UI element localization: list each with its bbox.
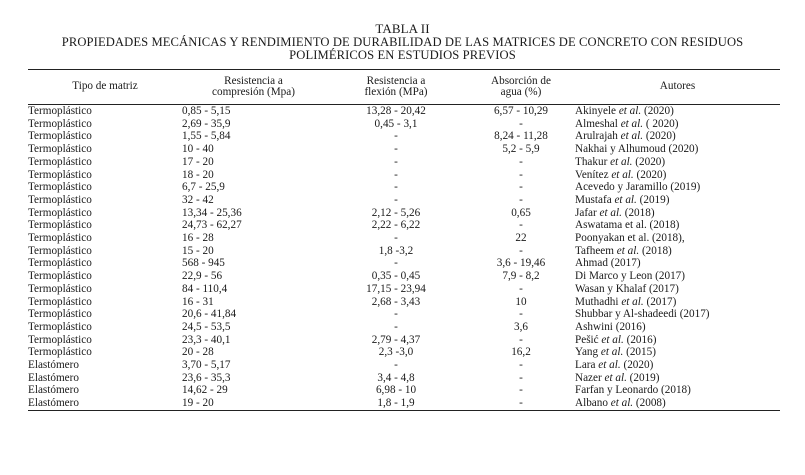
cell-absorcion: 10 xyxy=(515,295,527,308)
autor-name: Pešić xyxy=(575,333,599,346)
table-row xyxy=(28,346,780,359)
table-row xyxy=(28,219,780,232)
table-row xyxy=(28,232,780,245)
header-resistencia-flexion: Resistencia a flexión (MPa) xyxy=(325,70,467,105)
table-row xyxy=(28,384,780,397)
cell-compresion: 24,73 - 62,27 xyxy=(182,219,242,232)
autor-name: Ashwini (2016) xyxy=(575,320,646,333)
cell-absorcion: - xyxy=(519,244,523,257)
table-row xyxy=(28,181,780,194)
cell-autor xyxy=(575,270,780,283)
table-row xyxy=(28,270,780,283)
cell-absorcion: 3,6 - 19,46 xyxy=(496,257,546,270)
autor-name: Jafar xyxy=(575,206,597,219)
cell-tipo: Elastómero xyxy=(28,371,79,384)
cell-tipo: Elastómero xyxy=(28,359,79,372)
cell-absorcion: - xyxy=(519,155,523,168)
cell-flexion: 1,8 - 1,9 xyxy=(325,397,467,410)
header-tipo: Tipo de matriz xyxy=(28,70,182,105)
table-title-line-2: POLIMÉRICOS EN ESTUDIOS PREVIOS xyxy=(289,48,516,62)
autor-year: (2020) xyxy=(643,130,676,143)
cell-autor xyxy=(575,334,780,347)
cell-absorcion: 7,9 - 8,2 xyxy=(502,270,540,283)
cell-tipo: Termoplástico xyxy=(28,130,92,143)
cell-tipo: Elastómero xyxy=(28,384,79,397)
autor-name: Albano xyxy=(575,397,608,410)
cell-compresion: 23,3 - 40,1 xyxy=(182,333,231,346)
autor-name: Lara xyxy=(575,359,596,372)
table-row xyxy=(28,372,780,385)
cell-tipo: Termoplástico xyxy=(28,105,92,117)
autor-etal: et al. xyxy=(617,117,644,130)
cell-compresion: 20,6 - 41,84 xyxy=(182,308,237,321)
table-row xyxy=(28,308,780,321)
autor-name: Akinyele xyxy=(575,105,617,117)
cell-autor xyxy=(575,181,780,194)
cell-absorcion: - xyxy=(519,117,523,130)
cell-absorcion: - xyxy=(519,333,523,346)
cell-autor xyxy=(575,397,780,410)
cell-compresion: 24,5 - 53,5 xyxy=(182,320,231,333)
cell-flexion: 1,8 -3,2 xyxy=(378,244,414,257)
autor-etal: et al. xyxy=(601,371,627,384)
cell-absorcion: 5,2 - 5,9 xyxy=(502,143,540,156)
cell-tipo: Termoplástico xyxy=(28,193,92,206)
cell-tipo: Termoplástico xyxy=(28,219,92,232)
cell-autor xyxy=(575,194,780,207)
cell-flexion: 2,12 - 5,26 xyxy=(371,206,421,219)
table-row xyxy=(28,296,780,309)
autor-name: Nazer xyxy=(575,371,602,384)
table-caption xyxy=(0,22,805,63)
autor-year: (2019) xyxy=(636,193,670,206)
cell-autor xyxy=(575,169,780,182)
cell-compresion: 23,6 - 35,3 xyxy=(182,371,231,384)
autor-name: Wasan y Khalaf (2017) xyxy=(575,282,679,295)
autor-year: (2020) xyxy=(633,168,667,181)
cell-tipo: Elastómero xyxy=(28,397,182,410)
cell-flexion: 2,79 - 4,37 xyxy=(371,333,421,346)
cell-compresion: 3,70 - 5,17 xyxy=(182,359,231,372)
autor-name: Nakhai y Alhumoud (2020) xyxy=(575,143,699,156)
cell-tipo: Termoplástico xyxy=(28,244,92,257)
autor-etal: et al. xyxy=(608,168,634,181)
cell-compresion: 32 - 42 xyxy=(182,193,214,206)
cell-tipo: Termoplástico xyxy=(28,270,92,283)
autor-year: (2018) xyxy=(621,206,655,219)
cell-compresion: 84 - 110,4 xyxy=(182,282,228,295)
cell-autor xyxy=(575,232,780,245)
cell-flexion: 13,28 - 20,42 xyxy=(366,105,426,117)
header-resistencia-compresion: Resistencia a compresión (Mpa) xyxy=(182,70,325,105)
cell-flexion: - xyxy=(394,359,398,372)
autor-name: Acevedo y Jaramillo (2019) xyxy=(575,181,701,194)
cell-autor xyxy=(575,156,780,169)
cell-compresion: 10 - 40 xyxy=(182,143,214,156)
autor-name: Poonyakan et al. (2018), xyxy=(575,232,685,245)
cell-compresion: 18 - 20 xyxy=(182,168,214,181)
cell-autor xyxy=(575,143,780,156)
autor-etal: et al. xyxy=(598,333,624,346)
table-row xyxy=(28,169,780,182)
autor-name: Tafheem xyxy=(575,244,614,257)
properties-table xyxy=(28,69,780,411)
autor-etal: et al. xyxy=(613,244,640,257)
cell-compresion: 22,9 - 56 xyxy=(182,270,223,283)
cell-tipo: Termoplástico xyxy=(28,333,92,346)
autor-etal: et al. xyxy=(607,397,634,410)
table-body xyxy=(28,105,780,411)
cell-compresion: 6,7 - 25,9 xyxy=(182,181,225,194)
autor-year: (2018) xyxy=(639,244,672,257)
cell-absorcion: - xyxy=(519,371,523,384)
cell-tipo: Termoplástico xyxy=(28,168,92,181)
table-row xyxy=(28,334,780,347)
cell-autor xyxy=(575,118,780,131)
autor-name: Ahmad (2017) xyxy=(575,257,641,270)
cell-tipo: Termoplástico xyxy=(28,295,92,308)
cell-tipo: Termoplástico xyxy=(28,143,92,156)
table-row xyxy=(28,156,780,169)
cell-compresion: 17 - 20 xyxy=(182,155,214,168)
autor-etal: et al. xyxy=(617,130,644,143)
cell-autor xyxy=(575,245,780,258)
cell-flexion: - xyxy=(394,308,398,321)
table-row xyxy=(28,397,780,410)
cell-absorcion: - xyxy=(519,168,523,181)
autor-year: (2008) xyxy=(633,397,666,410)
cell-flexion: - xyxy=(394,168,398,181)
cell-autor xyxy=(575,130,780,143)
autor-name: Farfan y Leonardo (2018) xyxy=(575,384,691,397)
cell-flexion: 0,45 - 3,1 xyxy=(374,117,418,130)
cell-compresion: 0,85 - 5,15 xyxy=(182,105,231,117)
cell-autor xyxy=(575,346,780,359)
autor-etal: et al. xyxy=(611,193,637,206)
cell-absorcion: 8,24 - 11,28 xyxy=(494,130,548,143)
cell-autor xyxy=(575,296,780,309)
autor-name: Di Marco y Leon (2017) xyxy=(575,270,685,283)
autor-year: (2019) xyxy=(626,371,660,384)
cell-flexion: 0,35 - 0,45 xyxy=(371,270,421,283)
autor-year: (2020) xyxy=(632,155,666,168)
cell-compresion: 19 - 20 xyxy=(182,397,325,410)
table-row xyxy=(28,257,780,270)
autor-year: (2020) xyxy=(620,359,654,372)
cell-autor xyxy=(575,105,780,118)
cell-absorcion: 6,57 - 10,29 xyxy=(493,105,549,117)
cell-flexion: - xyxy=(394,143,398,156)
cell-tipo: Termoplástico xyxy=(28,206,92,219)
autor-name: Thakur xyxy=(575,155,608,168)
table-row xyxy=(28,143,780,156)
table-header-row xyxy=(28,70,780,105)
cell-absorcion: - xyxy=(519,219,523,232)
autor-etal: et al. xyxy=(607,155,633,168)
cell-flexion: 2,22 - 6,22 xyxy=(371,219,421,232)
cell-absorcion: 16,2 xyxy=(511,346,531,359)
cell-flexion: - xyxy=(394,193,398,206)
table-title-line-1: PROPIEDADES MECÁNICAS Y RENDIMIENTO DE DURABILIDAD DE LAS MATRICES DE CONCRETO CON RESIDUOS xyxy=(61,34,744,49)
cell-tipo: Termoplástico xyxy=(28,117,92,130)
table-row xyxy=(28,321,780,334)
cell-absorcion: - xyxy=(519,359,523,372)
autor-etal: et al. xyxy=(596,206,622,219)
autor-name: Yang xyxy=(575,346,599,359)
cell-autor xyxy=(575,372,780,385)
autor-year: (2015) xyxy=(623,346,656,359)
cell-compresion: 15 - 20 xyxy=(182,244,214,257)
cell-absorcion: - xyxy=(519,181,523,194)
autor-etal: et al. xyxy=(621,295,644,308)
cell-autor xyxy=(575,308,780,321)
cell-compresion: 14,62 - 29 xyxy=(182,384,228,397)
table-number: TABLA II xyxy=(375,21,430,36)
cell-flexion: 2,3 -3,0 xyxy=(378,346,414,359)
table-row xyxy=(28,194,780,207)
cell-flexion: - xyxy=(394,181,398,194)
table-row xyxy=(28,283,780,296)
cell-autor xyxy=(575,283,780,296)
autor-etal: et al. xyxy=(595,359,621,372)
header-autores: Autores xyxy=(575,70,780,105)
table-row xyxy=(28,359,780,372)
cell-flexion: - xyxy=(394,257,398,270)
autor-name: Almeshal xyxy=(575,117,618,130)
cell-absorcion: 3,6 xyxy=(514,320,528,333)
autor-etal: et al. xyxy=(598,346,624,359)
cell-flexion: 17,15 - 23,94 xyxy=(366,282,426,295)
cell-flexion: 6,98 - 10 xyxy=(375,384,417,397)
cell-flexion: - xyxy=(394,320,398,333)
cell-tipo: Termoplástico xyxy=(28,181,92,194)
table-row xyxy=(28,207,780,220)
cell-tipo: Termoplástico xyxy=(28,257,92,270)
cell-absorcion: - xyxy=(519,282,523,295)
cell-compresion: 16 - 31 xyxy=(182,295,214,308)
cell-tipo: Termoplástico xyxy=(28,282,92,295)
cell-autor xyxy=(575,359,780,372)
cell-autor xyxy=(575,257,780,270)
cell-absorcion: - xyxy=(519,384,523,397)
autor-year: ( 2020) xyxy=(643,117,679,130)
autor-etal: et al. xyxy=(616,105,642,117)
cell-absorcion: 0,65 xyxy=(511,206,531,219)
cell-autor xyxy=(575,384,780,397)
cell-absorcion: 22 xyxy=(515,232,527,245)
cell-tipo: Termoplástico xyxy=(28,320,92,333)
cell-absorcion: - xyxy=(467,397,575,410)
cell-flexion: 3,4 - 4,8 xyxy=(377,371,415,384)
cell-compresion: 20 - 28 xyxy=(182,346,214,359)
cell-tipo: Termoplástico xyxy=(28,346,92,359)
autor-name: Aswatama et al. (2018) xyxy=(575,219,680,232)
cell-compresion: 13,34 - 25,36 xyxy=(182,206,242,219)
cell-absorcion: - xyxy=(519,308,523,321)
autor-name: Venítez xyxy=(575,168,609,181)
cell-tipo: Termoplástico xyxy=(28,232,92,245)
table-row xyxy=(28,245,780,258)
cell-tipo: Termoplástico xyxy=(28,308,92,321)
cell-flexion: - xyxy=(394,130,398,143)
table-row xyxy=(28,130,780,143)
cell-autor xyxy=(575,321,780,334)
autor-name: Muthadhi xyxy=(575,295,622,308)
table-row xyxy=(28,105,780,118)
cell-compresion: 2,69 - 35,9 xyxy=(182,117,231,130)
header-absorcion: Absorción de agua (%) xyxy=(467,70,575,105)
cell-flexion: - xyxy=(394,155,398,168)
autor-name: Shubbar y Al-shadeedi (2017) xyxy=(575,308,710,321)
autor-year: (2017) xyxy=(643,295,677,308)
cell-flexion: 2,68 - 3,43 xyxy=(371,295,421,308)
cell-absorcion: - xyxy=(519,193,523,206)
autor-year: (2020) xyxy=(641,105,674,117)
cell-autor xyxy=(575,207,780,220)
cell-compresion: 568 - 945 xyxy=(182,257,225,270)
autor-name: Mustafa xyxy=(575,193,612,206)
autor-year: (2016) xyxy=(623,333,657,346)
autor-name: Arulrajah xyxy=(575,130,618,143)
cell-autor xyxy=(575,219,780,232)
cell-flexion: - xyxy=(394,232,398,245)
cell-tipo: Termoplástico xyxy=(28,155,92,168)
cell-compresion: 1,55 - 5,84 xyxy=(182,130,231,143)
cell-compresion: 16 - 28 xyxy=(182,232,214,245)
table-row xyxy=(28,118,780,131)
